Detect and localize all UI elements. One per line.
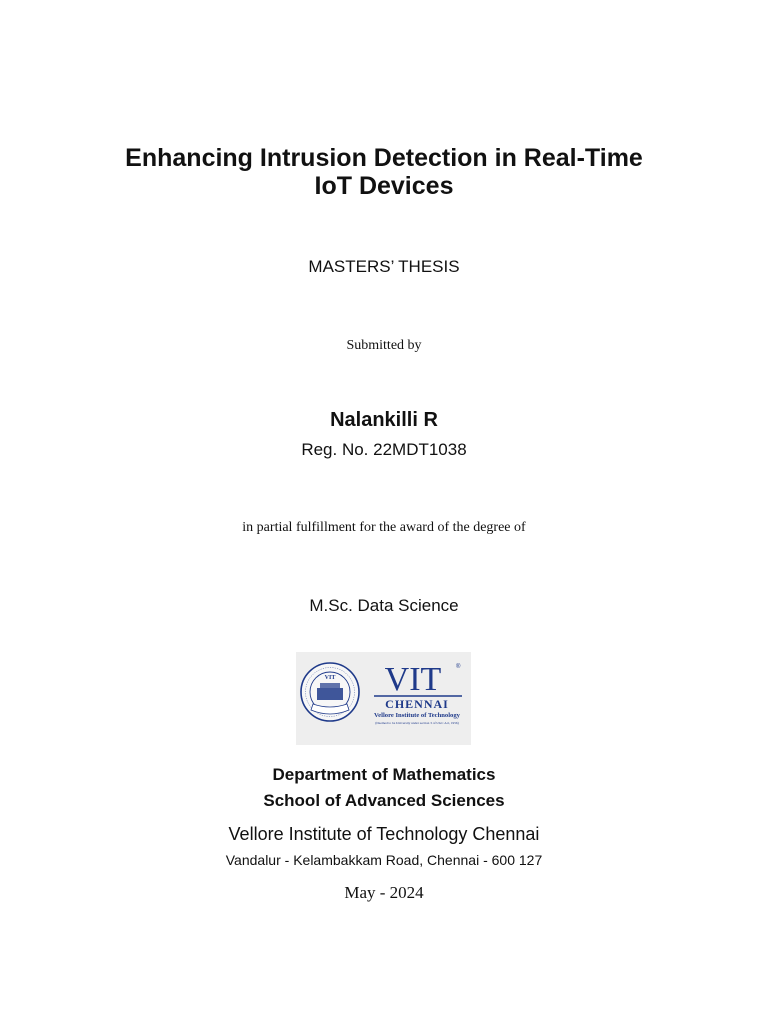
thesis-title-line-1: Enhancing Intrusion Detection in Real-Time (125, 144, 643, 172)
vit-seal-icon (301, 663, 359, 721)
thesis-title-line-2: IoT Devices (314, 172, 454, 200)
vit-logo-graphic (296, 652, 471, 745)
deemed-university-note: (Deemed to be University under section 3 of UGC Act, 1956) (375, 721, 459, 725)
thesis-type: MASTERS’ THESIS (308, 257, 460, 276)
registration-number: Reg. No. 22MDT1038 (301, 440, 467, 459)
institution-address: Vandalur - Kelambakkam Road, Chennai - 600 127 (225, 852, 543, 868)
institution-name: Vellore Institute of Technology Chennai (228, 824, 540, 844)
degree-name: M.Sc. Data Science (309, 596, 459, 615)
vit-wordmark: VIT (384, 661, 442, 698)
campus-name: CHENNAI (385, 697, 449, 711)
submission-date: May - 2024 (344, 883, 424, 902)
institute-full-name: Vellore Institute of Technology (374, 712, 460, 719)
submitted-by-label: Submitted by (346, 338, 422, 353)
vit-chennai-logo (296, 652, 471, 745)
registered-mark-icon: ® (456, 664, 461, 670)
seal-inner-text: VIT (324, 675, 336, 681)
fulfillment-statement: in partial fulfillment for the award of the degree of (242, 520, 526, 535)
thesis-title (0, 144, 768, 200)
department-name: Department of Mathematics (272, 765, 496, 784)
school-name: School of Advanced Sciences (263, 791, 505, 810)
author-name: Nalankilli R (330, 409, 438, 431)
